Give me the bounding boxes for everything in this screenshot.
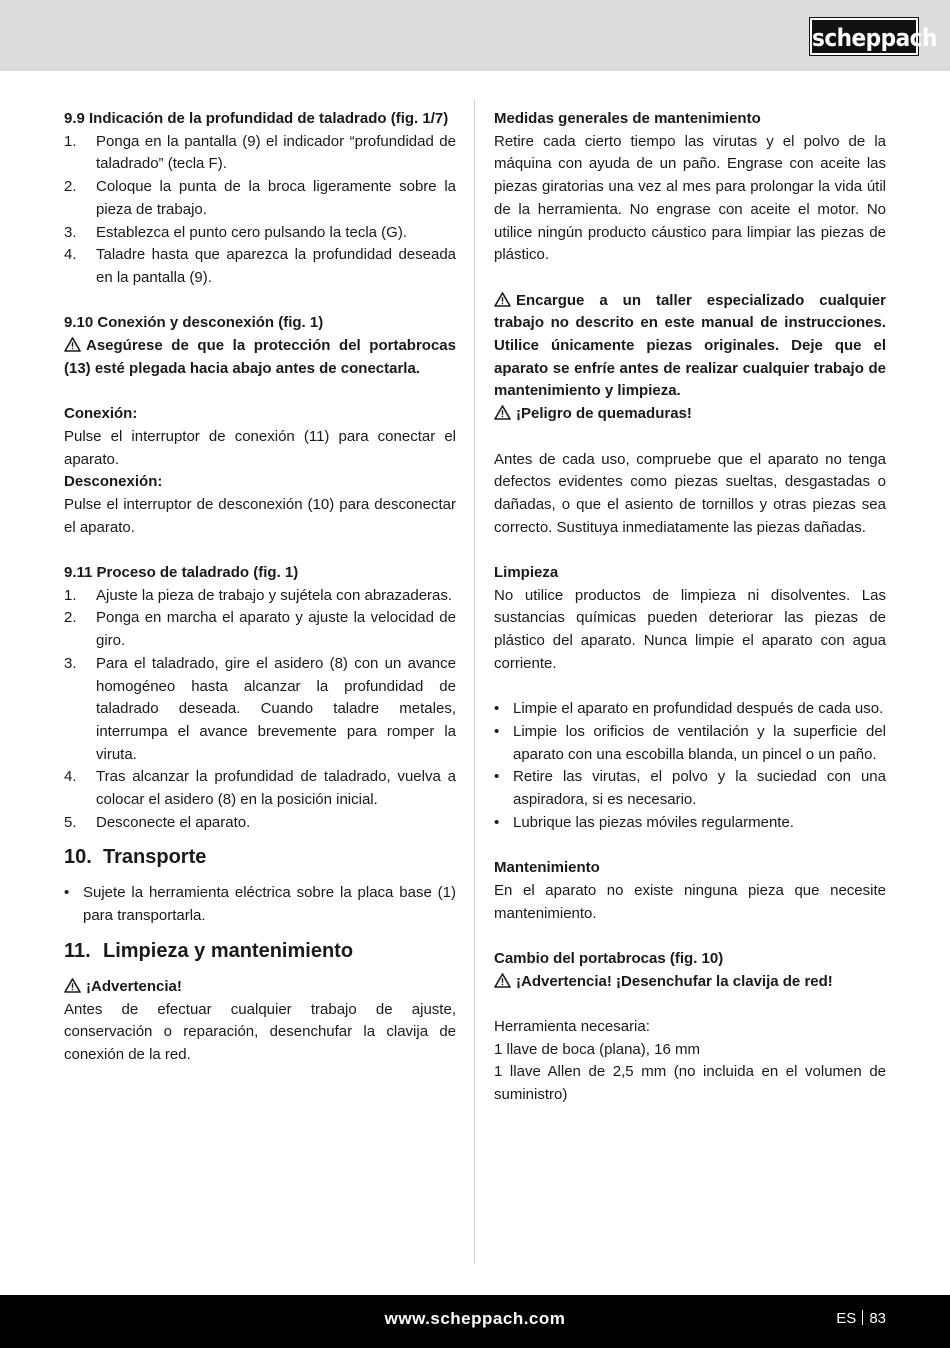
maintenance-text: En el aparato no existe ninguna pieza que necesite mantenimiento. (494, 881, 886, 922)
section-9-11-title: 9.11 Proceso de taladrado (fig. 1) (64, 564, 299, 582)
tool-item: 1 llave Allen de 2,5 mm (no incluida en el volumen de suministro) (494, 1063, 886, 1104)
warning-icon (494, 405, 511, 420)
warning-icon (494, 292, 511, 307)
section-9-11-steps (64, 585, 456, 835)
page-indicator (836, 1310, 886, 1327)
list-item: • Limpie los orificios de ventilación y la superficie del aparato con una escobilla blanda, un pincel o un paño. (494, 722, 886, 763)
warning-icon (64, 978, 81, 993)
section-9-9-title: 9.9 Indicación de la profundidad de taladrado (fig. 1/7) (64, 110, 449, 127)
cleaning-text: No utilice productos de limpieza ni disolventes. Las sustancias químicas pueden deteriorar las piezas de plástico del aparato. Nunca limpie el aparato con agua corriente. (494, 586, 886, 672)
page-number: 83 (869, 1310, 886, 1327)
warning-icon (64, 337, 81, 352)
language-code: ES (836, 1310, 857, 1327)
header-bar (0, 0, 950, 71)
list-item: • Sujete la herramienta eléctrica sobre la placa base (1) para transportarla. (64, 884, 456, 925)
list-item: • Lubrique las piezas móviles regularmente. (494, 813, 794, 831)
burn-warning: ¡Peligro de quemaduras! (494, 403, 886, 426)
list-item: 3. Para el taladrado, gire el asidero (8) con un avance homogéneo hasta alcanzar la profundidad de taladrado deseada. Cuando taladre metales, interrumpa el avance brevemente para romper la viruta. (64, 654, 456, 763)
general-maintenance-text: Retire cada cierto tiempo las virutas y el polvo de la máquina con ayuda de un paño. Engrase con aceite las piezas giratorias una vez al mes para prolongar la vida útil de la herramienta. No engrase con aceite el motor. No utilice ningún producto cáustico para limpiar las piezas de plástico. (494, 132, 886, 264)
section-10-bullets (64, 882, 456, 927)
cleaning-title: Limpieza (494, 564, 559, 582)
chuck-change-title: Cambio del portabrocas (fig. 10) (494, 949, 724, 967)
list-item: 5. Desconecte el aparato. (64, 813, 251, 831)
chuck-change-warning: ¡Advertencia! ¡Desenchufar la clavija de red! (494, 971, 886, 994)
section-9-10-title: 9.10 Conexión y desconexión (fig. 1) (64, 314, 324, 332)
list-item: • Retire las virutas, el polvo y la suciedad con una aspiradora, si es necesario. (494, 768, 886, 809)
pre-use-check-text: Antes de cada uso, compruebe que el aparato no tenga defectos evidentes como piezas sueltas, desgastadas o dañadas, o que el asiento de tornillos y otras piezas sea correcto. Sustituya inmediatamente las piezas dañadas. (494, 450, 886, 536)
section-11-text: Antes de efectuar cualquier trabajo de ajuste, conservación o reparación, desenchufar la clavija de conexión de la red. (64, 1000, 456, 1063)
warning-icon (494, 973, 511, 988)
right-column (494, 108, 886, 1107)
website-link[interactable]: www.scheppach.com (384, 1309, 566, 1328)
left-column (64, 108, 456, 1067)
section-9-9-steps (64, 131, 456, 290)
list-item: 4. Tras alcanzar la profundidad de taladrado, vuelva a colocar el asidero (8) en la posición inicial. (64, 768, 456, 809)
disconnection-label: Desconexión: (64, 473, 163, 491)
section-9-10-warning: Asegúrese de que la protección del portabrocas (13) esté plegada hacia abajo antes de conectarla. (64, 337, 456, 377)
section-11-warning: ¡Advertencia! (64, 976, 456, 999)
list-item: 2. Ponga en marcha el aparato y ajuste la velocidad de giro. (64, 609, 456, 650)
connection-label: Conexión: (64, 405, 138, 423)
scheppach-logo: scheppach (810, 18, 918, 55)
general-maintenance-title: Medidas generales de mantenimiento (494, 110, 761, 127)
maintenance-title: Mantenimiento (494, 859, 600, 877)
list-item: 2. Coloque la punta de la broca ligeramente sobre la pieza de trabajo. (64, 178, 456, 218)
list-item: • Limpie el aparato en profundidad después de cada uso. (494, 700, 884, 718)
list-item: 4. Taladre hasta que aparezca la profundidad deseada en la pantalla (9). (64, 246, 456, 286)
disconnection-text: Pulse el interruptor de desconexión (10) para desconectar el aparato. (64, 495, 456, 536)
footer-bar (0, 1295, 950, 1348)
tool-item: 1 llave de boca (plana), 16 mm (494, 1040, 700, 1058)
list-item: 3. Establezca el punto cero pulsando la tecla (G). (64, 223, 408, 241)
connection-text: Pulse el interruptor de conexión (11) para conectar el aparato. (64, 427, 456, 468)
section-10-heading: 10. Transporte (64, 846, 207, 869)
section-11-heading: 11. Limpieza y mantenimiento (64, 939, 354, 962)
list-item: 1. Ajuste la pieza de trabajo y sujétela con abrazaderas. (64, 586, 453, 604)
cleaning-bullets (494, 698, 886, 834)
tools-label: Herramienta necesaria: (494, 1018, 650, 1036)
list-item: 1. Ponga en la pantalla (9) el indicador “profundidad de taladrado” (tecla F). (64, 132, 456, 173)
column-divider (474, 100, 475, 1264)
workshop-warning: Encargue a un taller especializado cualquier trabajo no descrito en este manual de instrucciones. Utilice únicamente piezas originales. Deje que el aparato se enfríe antes de realizar cualquier trabajo de mantenimiento y limpieza. (494, 291, 886, 400)
